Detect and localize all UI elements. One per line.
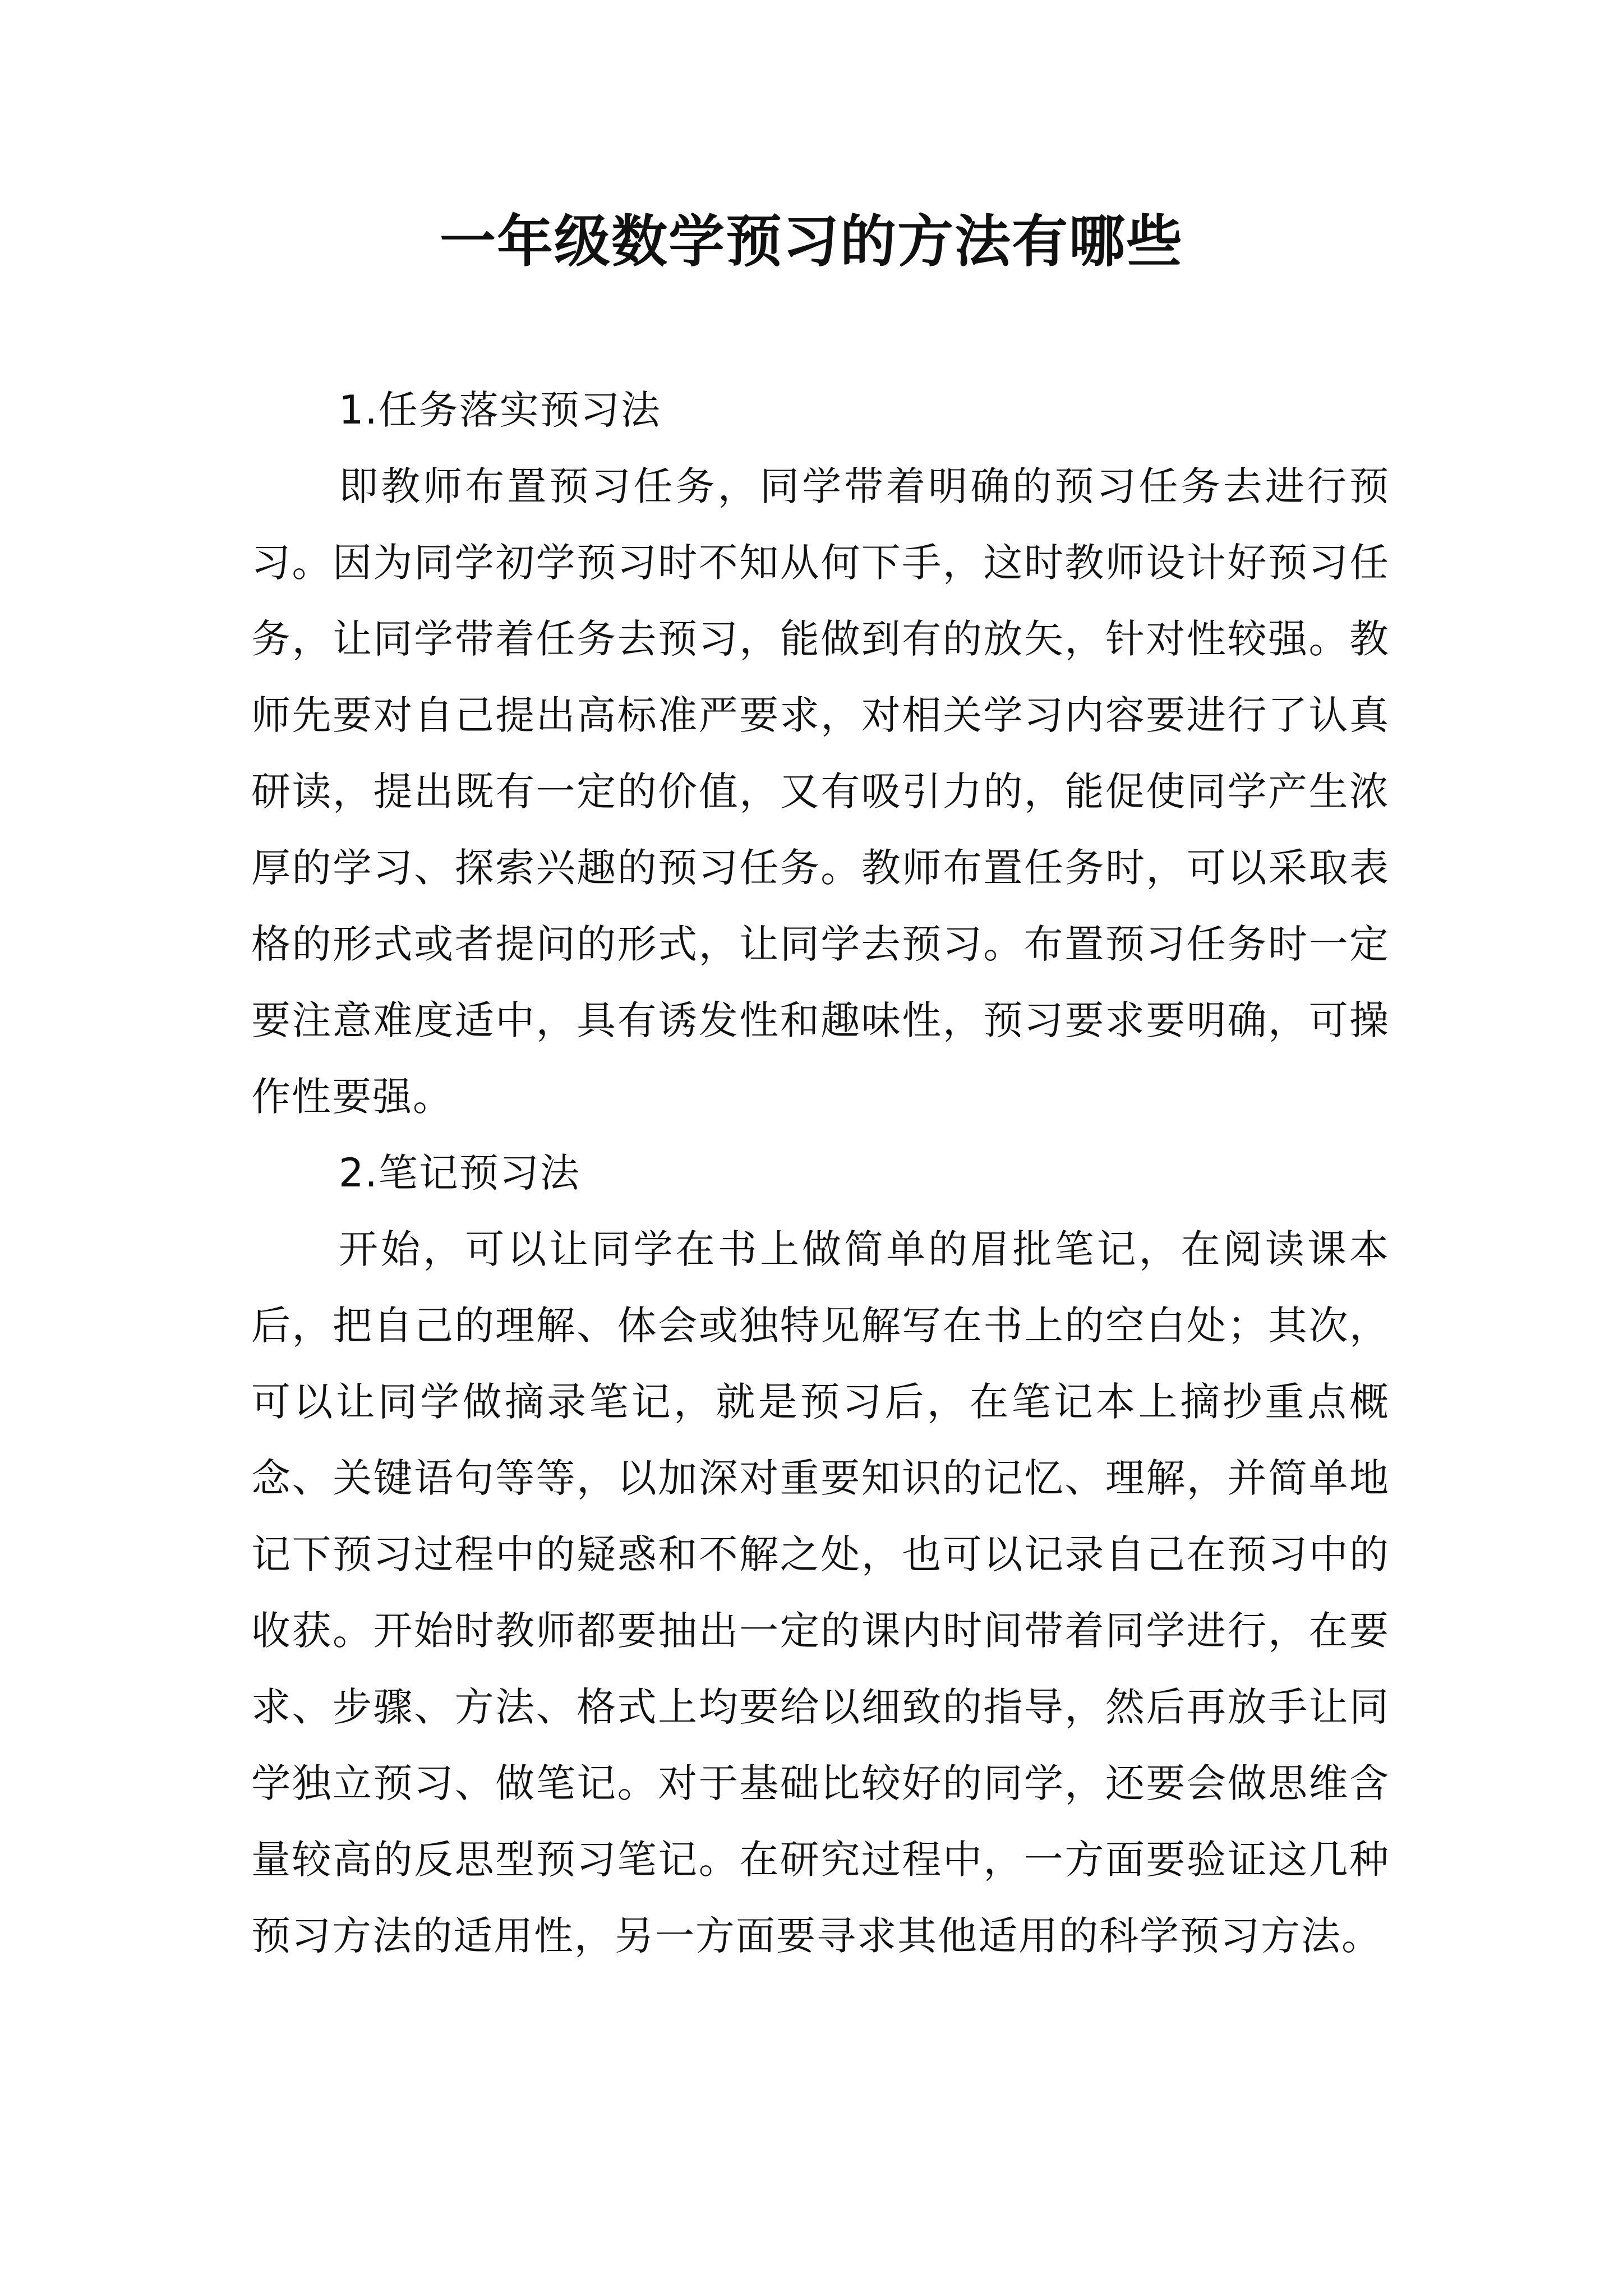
section-heading-1: 1.任务落实预习法 [339, 387, 661, 433]
document-body [251, 372, 1390, 1974]
paragraph-2: 开始，可以让同学在书上做简单的眉批笔记，在阅读课本后，把自己的理解、体会或独特见解写在书上的空白处；其次，可以让同学做摘录笔记，就是预习后，在笔记本上摘抄重点概念、关键语句等等，以加深对重要知识的记忆、理解，并简单地记下预习过程中的疑惑和不解之处，也可以记录自己在预习中的收获。开始时教师都要抽出一定的课内时间带着同学进行，在要求、步骤、方法、格式上均要给以细致的指导，然后再放手让同学独立预习、做笔记。对于基础比较好的同学，还要会做思维含量较高的反思型预习笔记。在研究过程中，一方面要验证这几种预习方法的适用性，另一方面要寻求其他适用的科学预习方法。 [251, 1226, 1390, 1959]
paragraph-1: 即教师布置预习任务，同学带着明确的预习任务去进行预习。因为同学初学预习时不知从何下手，这时教师设计好预习任务，让同学带着任务去预习，能做到有的放矢，针对性较强。教师先要对自己提出高标准严要求，对相关学习内容要进行了认真研读，提出既有一定的价值，又有吸引力的，能促使同学产生浓厚的学习、探索兴趣的预习任务。教师布置任务时，可以采取表格的形式或者提问的形式，让同学去预习。布置预习任务时一定要注意难度适中，具有诱发性和趣味性，预习要求要明确，可操作性要强。 [251, 463, 1390, 1120]
document-title: 一年级数学预习的方法有哪些 [440, 208, 1183, 274]
section-heading-2: 2.笔记预习法 [339, 1150, 580, 1196]
